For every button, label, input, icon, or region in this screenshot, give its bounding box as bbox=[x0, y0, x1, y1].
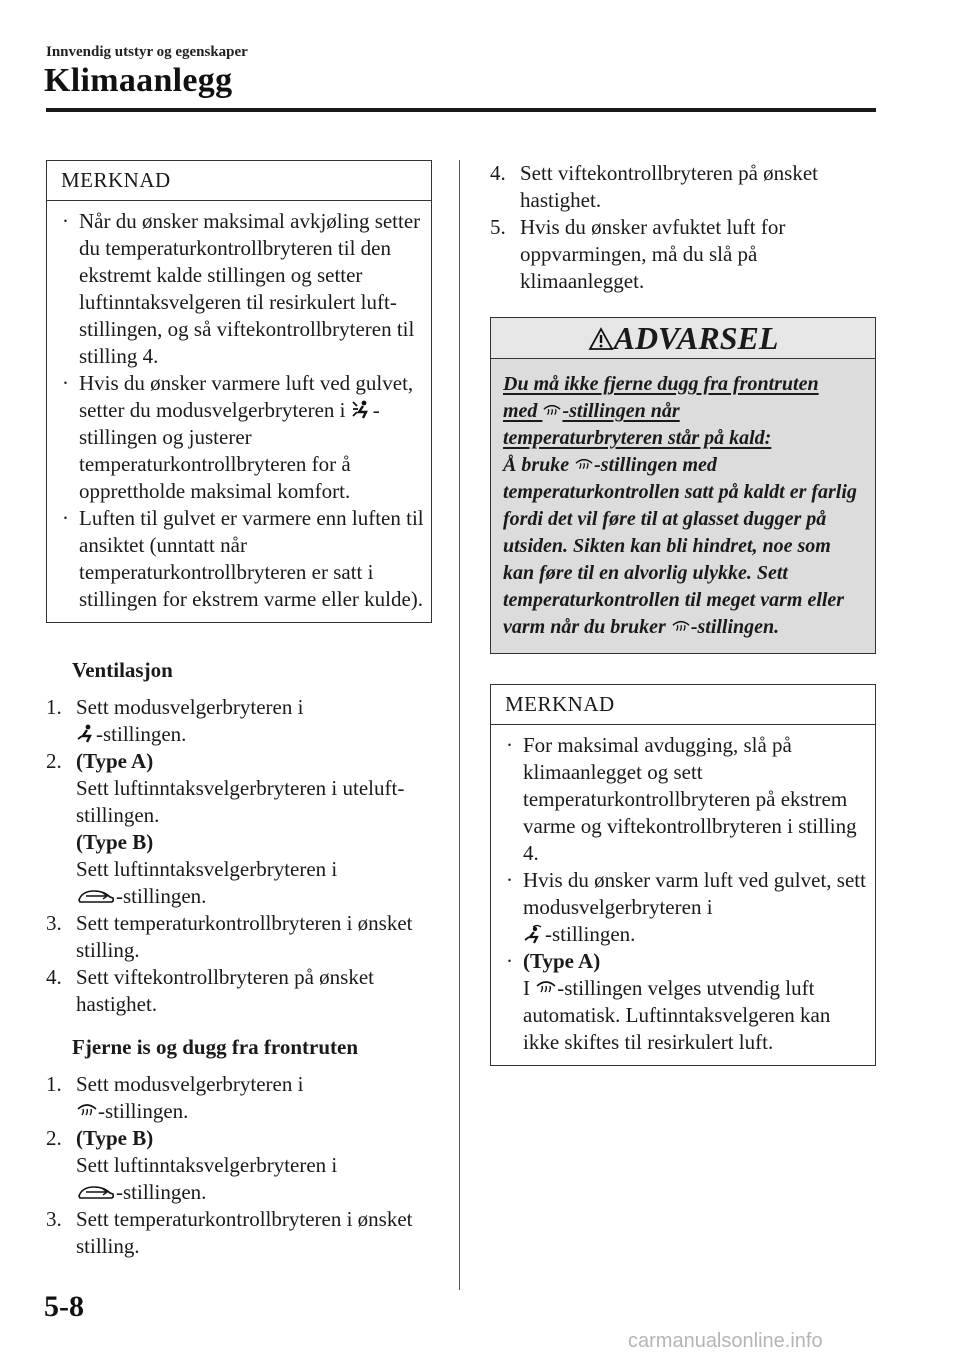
warning-text: Du må ikke fjerne dugg fra frontruten med -stillingen når temperaturbryteren står på kald: Å bruke -stillingen med temperaturkontrollen satt på kaldt er farlig fordi det vil føre til at glasset dugger på utsiden. Sikten kan bli hindret, noe som kan føre til en alvorlig ulykke. Sett temperaturkontrollen til meget varm eller varm når du bruker -stillingen. bbox=[503, 373, 857, 638]
defrost-step: 2. (Type B) Sett luftinntaksvelgerbryteren i -stillingen. bbox=[46, 1126, 338, 1204]
left-column bbox=[46, 160, 432, 1260]
floor-defrost-mode-icon bbox=[523, 924, 545, 944]
bullet-icon: · bbox=[506, 733, 513, 757]
defroster-icon bbox=[76, 1101, 98, 1121]
title-rule bbox=[46, 108, 876, 112]
bullet-icon: · bbox=[62, 506, 69, 530]
note-item: · For maksimal avdugging, slå på klimaanlegget og sett temperaturkontrollbryteren på ekstrem varme og viftekontrollbryteren i stilling 4. bbox=[506, 733, 857, 865]
outside-air-icon bbox=[76, 888, 116, 906]
watermark: carmanualsonline.info bbox=[628, 1330, 823, 1352]
warning-header bbox=[491, 318, 875, 359]
warning-title: ADVARSEL bbox=[613, 320, 779, 356]
note-item: · Luften til gulvet er varmere enn luften til ansiktet (unntatt når temperaturkontrollbryteren er satt i stillingen for ekstrem varme eller kulde). bbox=[62, 506, 424, 611]
note-title: MERKNAD bbox=[491, 685, 875, 725]
section-label: Innvendig utstyr og egenskaper bbox=[46, 44, 248, 60]
note-title: MERKNAD bbox=[47, 161, 431, 201]
page-number: 5-8 bbox=[44, 1290, 84, 1323]
chapter-title: Klimaanlegg bbox=[44, 62, 233, 99]
note-item: · (Type A) I -stillingen velges utvendig luft automatisk. Luftinntaksvelgeren kan ikke skiftes til resirkulert luft. bbox=[506, 949, 831, 1054]
note-item: · Hvis du ønsker varm luft ved gulvet, sett modusvelgerbryteren i -stillingen. bbox=[506, 868, 866, 946]
defrost-heading: Fjerne is og dugg fra frontruten bbox=[72, 1035, 358, 1059]
defrost-step: 4. Sett viftekontrollbryteren på ønsket hastighet. bbox=[490, 161, 819, 212]
ventilation-step: 1. Sett modusvelgerbryteren i -stillingen. bbox=[46, 695, 304, 746]
note-item: · Når du ønsker maksimal avkjøling setter du temperaturkontrollbryteren til den ekstremt kalde stillingen og setter luftinntaksvelgeren til resirkulert luft-stillingen, og så viftekontrollbryteren til stilling 4. bbox=[62, 209, 421, 368]
defroster-icon bbox=[671, 618, 691, 636]
ventilation-heading: Ventilasjon bbox=[72, 658, 173, 682]
bullet-icon: · bbox=[62, 209, 69, 233]
ventilation-step: 2. (Type A) Sett luftinntaksvelgerbryteren i uteluft-stillingen. (Type B) Sett luftinntaksvelgerbryteren i -stillingen. bbox=[46, 749, 405, 908]
column-divider bbox=[459, 160, 460, 1290]
bullet-icon: · bbox=[62, 371, 69, 395]
bullet-icon: · bbox=[506, 949, 513, 973]
defroster-icon bbox=[535, 978, 557, 998]
ventilation-step: 3. Sett temperaturkontrollbryteren i ønsket stilling. bbox=[46, 911, 413, 962]
defrost-step: 5. Hvis du ønsker avfuktet luft for oppvarmingen, må du slå på klimaanlegget. bbox=[490, 215, 786, 293]
defroster-icon bbox=[574, 456, 594, 474]
ventilation-step: 4. Sett viftekontrollbryteren på ønsket hastighet. bbox=[46, 965, 375, 1016]
note-item: · Hvis du ønsker varmere luft ved gulvet, setter du modusvelgerbryteren i -stillingen og justerer temperaturkontrollbryteren for å opprettholde maksimal komfort. bbox=[62, 371, 414, 503]
defrost-step: 1. Sett modusvelgerbryteren i -stillingen. bbox=[46, 1072, 304, 1123]
floor-mode-icon bbox=[76, 724, 96, 744]
defroster-icon bbox=[542, 402, 562, 420]
defrost-step: 3. Sett temperaturkontrollbryteren i ønsket stilling. bbox=[46, 1207, 413, 1258]
right-column bbox=[490, 160, 876, 1066]
warning-box bbox=[490, 317, 876, 654]
note-box-left bbox=[46, 160, 432, 623]
bullet-icon: · bbox=[506, 868, 513, 892]
outside-air-icon bbox=[76, 1184, 116, 1202]
note-box-right bbox=[490, 684, 876, 1066]
warning-triangle-icon bbox=[588, 327, 614, 351]
floor-windshield-mode-icon bbox=[351, 400, 373, 420]
